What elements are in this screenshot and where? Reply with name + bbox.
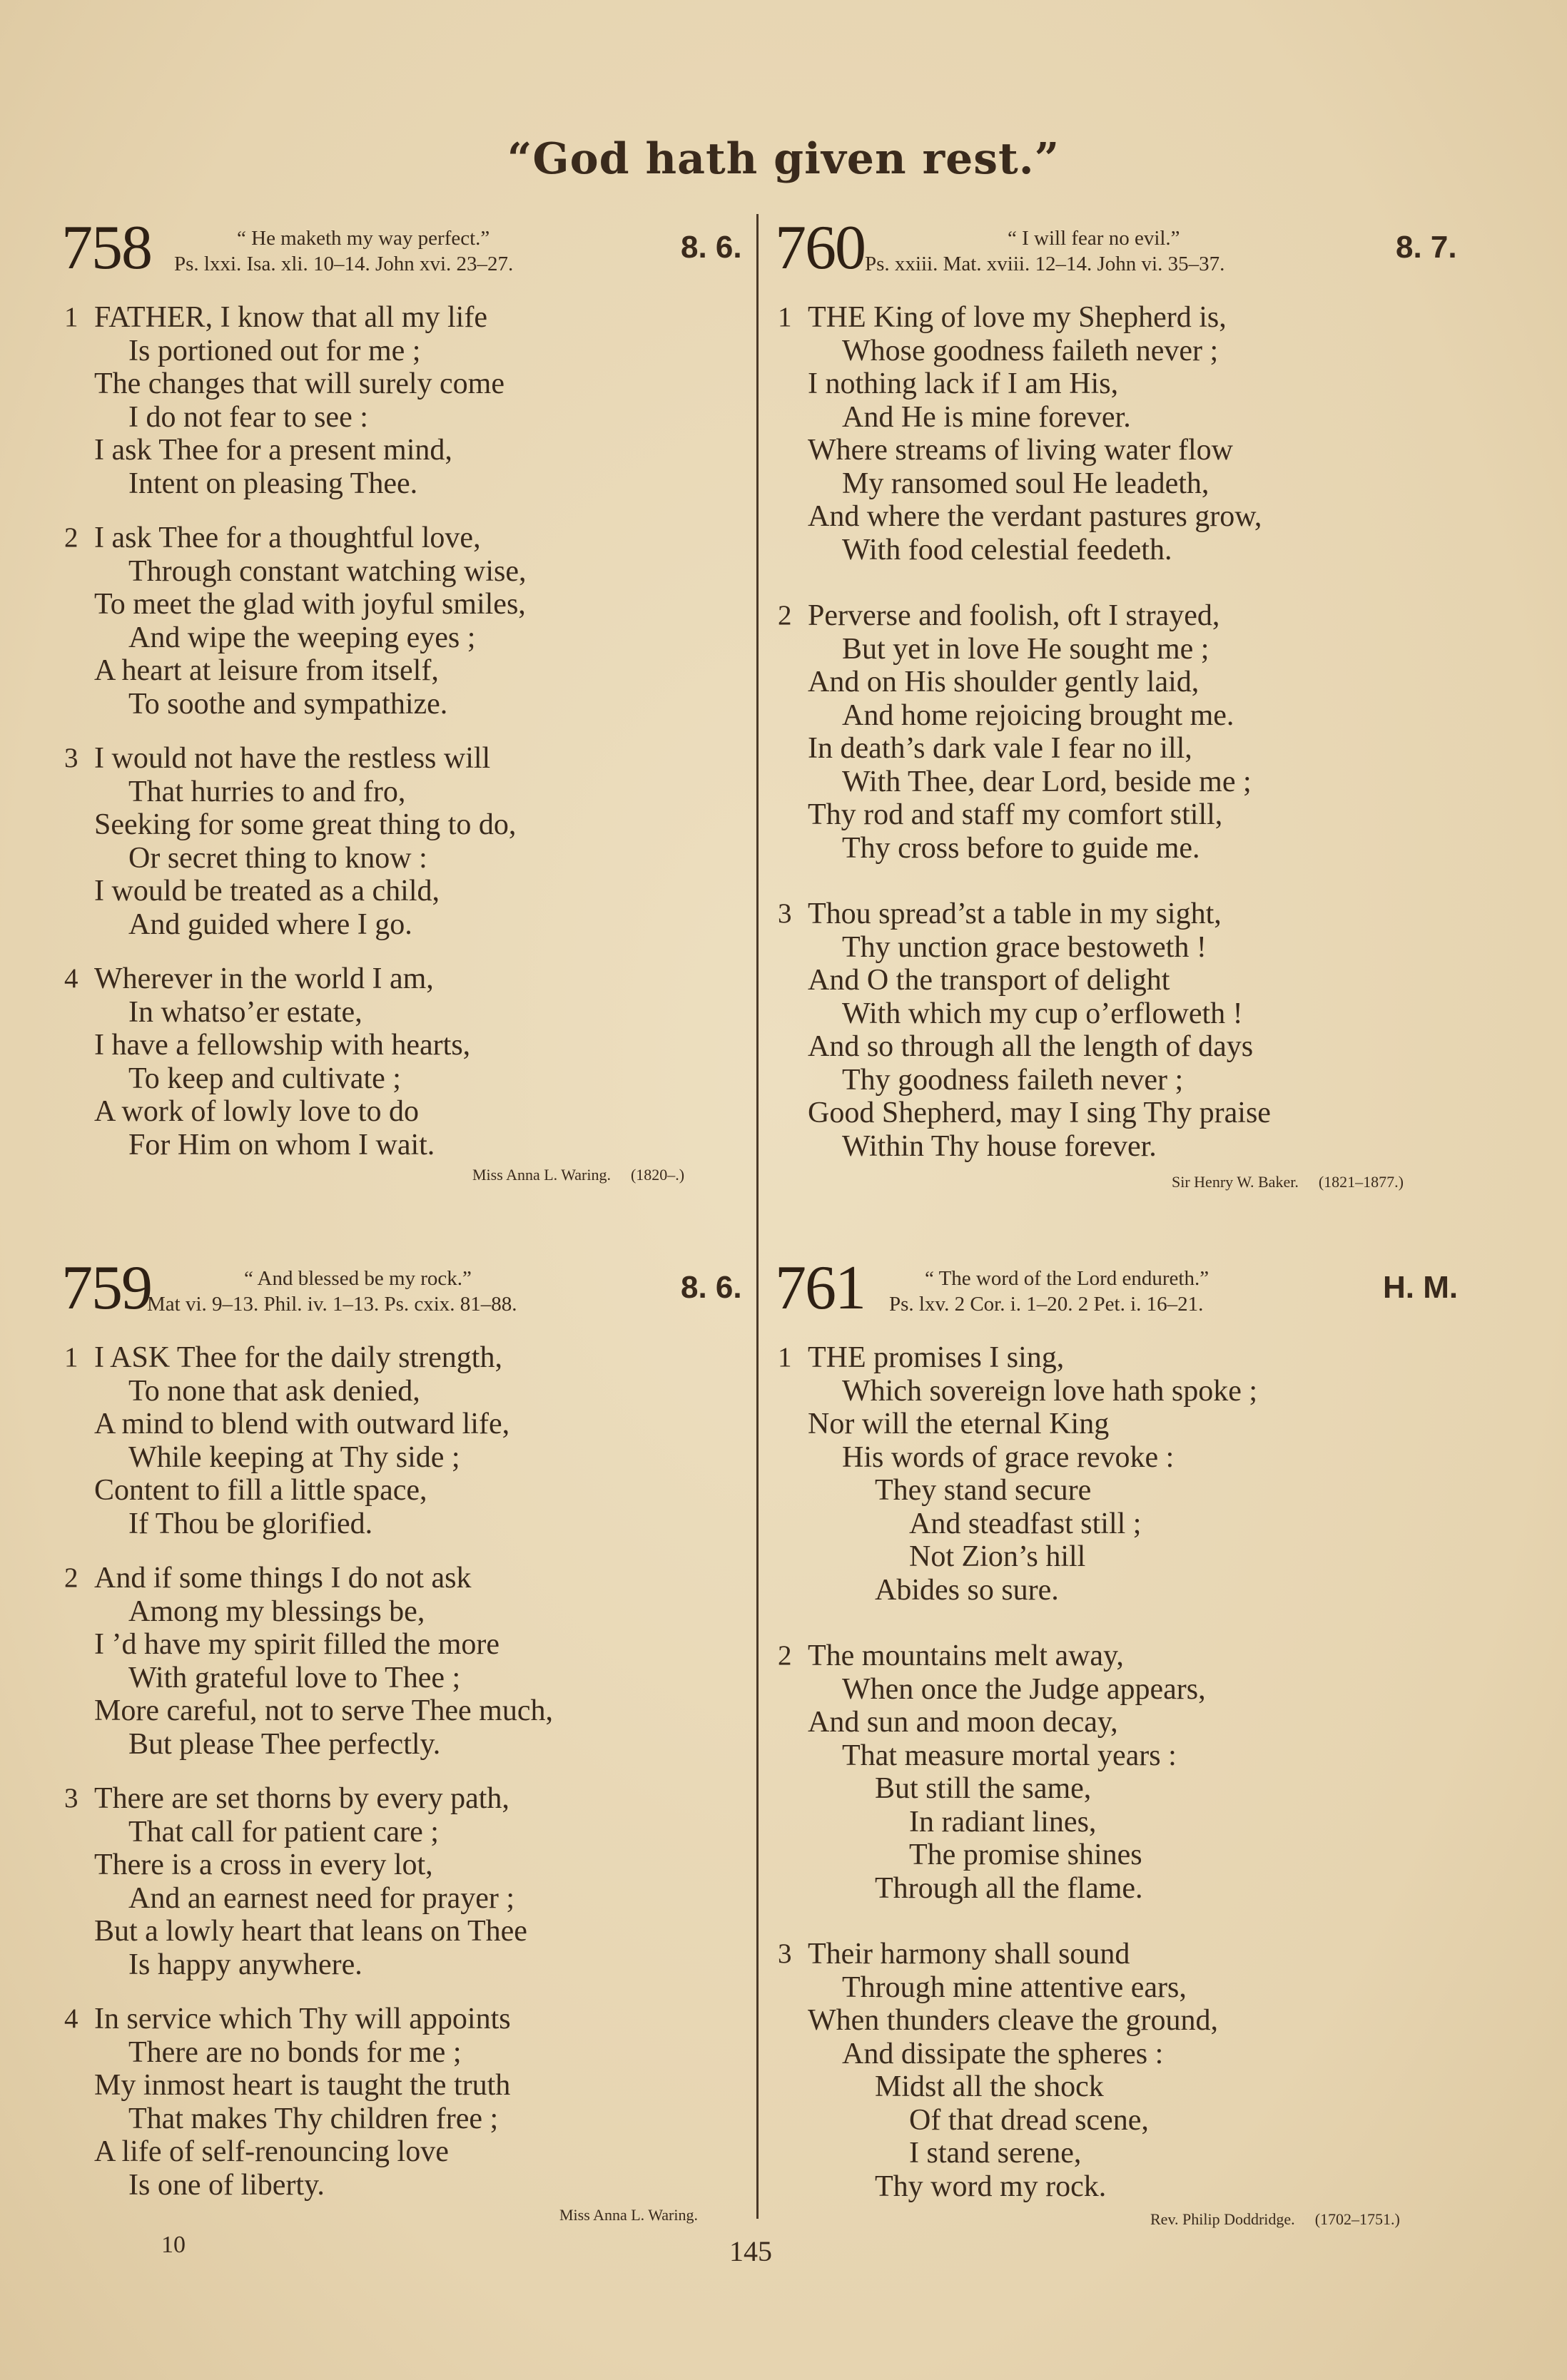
verse-line: Of that dread scene, bbox=[909, 2103, 1149, 2137]
verse-line: Through all the flame. bbox=[875, 1871, 1143, 1905]
verse-line: Thy goodness faileth never ; bbox=[842, 1063, 1184, 1097]
signature-mark: 10 bbox=[161, 2232, 186, 2258]
hymn-author bbox=[1172, 1173, 1404, 1191]
verse-line: I have a fellowship with hearts, bbox=[94, 1029, 471, 1062]
verse-line: I ’d have my spirit filled the more bbox=[94, 1628, 500, 1661]
verse-line: That call for patient care ; bbox=[128, 1815, 439, 1848]
column-divider bbox=[756, 214, 759, 2219]
verse-line: And dissipate the spheres : bbox=[842, 2037, 1164, 2070]
verse-line: To keep and cultivate ; bbox=[128, 1062, 401, 1095]
verse-number: 2 bbox=[64, 1562, 78, 1593]
verse-3 bbox=[778, 897, 1496, 1163]
verse-line: But still the same, bbox=[875, 1772, 1092, 1805]
author-name: Rev. Philip Doddridge. bbox=[1150, 2210, 1295, 2228]
verse-line: And guided where I go. bbox=[128, 907, 412, 941]
hymn-author bbox=[472, 1166, 684, 1184]
hymn-meter: 8. 6. bbox=[681, 1270, 742, 1305]
verse-line: With which my cup o’erfloweth ! bbox=[842, 997, 1243, 1030]
page-number: 145 bbox=[729, 2235, 772, 2267]
verse-line: Content to fill a little space, bbox=[94, 1474, 427, 1507]
verse-line: Through mine attentive ears, bbox=[842, 1970, 1187, 2004]
verse-3 bbox=[64, 742, 746, 941]
verse-line: Thy unction grace bestoweth ! bbox=[842, 930, 1207, 964]
verse-line: When thunders cleave the ground, bbox=[808, 2004, 1218, 2037]
author-dates: (1702–1751.) bbox=[1314, 2210, 1400, 2228]
verse-line: Good Shepherd, may I sing Thy praise bbox=[808, 1097, 1271, 1129]
verse-line: Which sovereign love hath spoke ; bbox=[842, 1374, 1258, 1408]
verse-number: 3 bbox=[64, 1783, 78, 1814]
author-name: Miss Anna L. Waring. bbox=[472, 1166, 611, 1184]
verse-4 bbox=[64, 962, 746, 1161]
verse-line: To none that ask denied, bbox=[128, 1374, 420, 1408]
verse-3 bbox=[778, 1938, 1496, 2203]
hymn-759 bbox=[61, 1253, 746, 2223]
verse-4 bbox=[64, 2003, 746, 2202]
verse-line: Among my blessings be, bbox=[128, 1595, 425, 1628]
verse-line: In whatso’er estate, bbox=[128, 995, 362, 1029]
verse-line: Thy rod and staff my comfort still, bbox=[808, 798, 1223, 831]
verse-line: There is a cross in every lot, bbox=[94, 1848, 433, 1881]
verse-line: Midst all the shock bbox=[875, 2070, 1104, 2103]
verse-line: And an earnest need for prayer ; bbox=[128, 1881, 515, 1915]
hymn-meter: 8. 7. bbox=[1396, 230, 1457, 265]
verse-line: My ransomed soul He leadeth, bbox=[842, 467, 1210, 500]
verse-line: His words of grace revoke : bbox=[842, 1440, 1175, 1474]
hymn-header bbox=[61, 1253, 746, 1323]
verse-2 bbox=[64, 522, 746, 721]
verse-line: Not Zion’s hill bbox=[909, 1540, 1086, 1573]
verse-1 bbox=[64, 1341, 746, 1540]
hymn-scripture-quote: “ The word of the Lord endureth.” bbox=[925, 1267, 1210, 1290]
page-title: “God hath given rest.” bbox=[507, 134, 1060, 184]
hymn-number: 758 bbox=[61, 213, 151, 283]
verse-1 bbox=[64, 301, 746, 500]
verse-line: And sun and moon decay, bbox=[808, 1706, 1118, 1739]
author-name: Sir Henry W. Baker. bbox=[1172, 1173, 1299, 1191]
verse-2 bbox=[778, 1639, 1496, 1905]
verse-line: In service which Thy will appoints bbox=[94, 2003, 511, 2035]
hymn-761 bbox=[775, 1253, 1496, 2224]
verse-line: There are no bonds for me ; bbox=[128, 2035, 462, 2069]
verse-line: The changes that will surely come bbox=[94, 367, 504, 400]
hymn-header bbox=[61, 213, 746, 283]
verse-line: More careful, not to serve Thee much, bbox=[94, 1694, 553, 1727]
hymn-scripture-refs: Ps. lxv. 2 Cor. i. 1–20. 2 Pet. i. 16–21. bbox=[889, 1293, 1204, 1316]
hymn-meter: 8. 6. bbox=[681, 230, 742, 265]
verse-line: In radiant lines, bbox=[909, 1805, 1097, 1839]
verse-line: THE promises I sing, bbox=[808, 1341, 1065, 1374]
verse-line: To meet the glad with joyful smiles, bbox=[94, 588, 526, 621]
verse-number: 1 bbox=[64, 1342, 78, 1373]
verse-number: 2 bbox=[778, 1640, 792, 1671]
verse-line: I ask Thee for a present mind, bbox=[94, 434, 452, 467]
verse-line: Seeking for some great thing to do, bbox=[94, 808, 517, 841]
verse-line: And He is mine forever. bbox=[842, 400, 1131, 434]
hymn-header bbox=[775, 213, 1496, 283]
verse-number: 3 bbox=[778, 898, 792, 929]
verse-line: Wherever in the world I am, bbox=[94, 962, 434, 995]
verse-line: A mind to blend with outward life, bbox=[94, 1408, 510, 1440]
verse-line: And wipe the weeping eyes ; bbox=[128, 621, 476, 654]
verse-line: And home rejoicing brought me. bbox=[842, 698, 1234, 732]
verse-line: But yet in love He sought me ; bbox=[842, 632, 1210, 666]
verse-number: 2 bbox=[778, 600, 792, 631]
author-name: Miss Anna L. Waring. bbox=[559, 2206, 698, 2224]
verse-line: And so through all the length of days bbox=[808, 1030, 1254, 1063]
verse-line: Abides so sure. bbox=[875, 1573, 1059, 1607]
verse-line: FATHER, I know that all my life bbox=[94, 301, 487, 334]
verse-line: The mountains melt away, bbox=[808, 1639, 1124, 1672]
verse-line: If Thou be glorified. bbox=[128, 1507, 373, 1540]
verse-3 bbox=[64, 1782, 746, 1981]
hymn-scripture-refs: Ps. lxxi. Isa. xli. 10–14. John xvi. 23–27. bbox=[174, 253, 514, 275]
verse-line: And steadfast still ; bbox=[909, 1507, 1142, 1540]
verse-line: The promise shines bbox=[909, 1839, 1142, 1871]
verse-number: 1 bbox=[778, 1342, 792, 1373]
verse-2 bbox=[64, 1562, 746, 1761]
verse-line: Nor will the eternal King bbox=[808, 1408, 1110, 1440]
verse-line: In death’s dark vale I fear no ill, bbox=[808, 732, 1192, 765]
verse-line: That makes Thy children free ; bbox=[128, 2102, 499, 2135]
verse-line: Or secret thing to know : bbox=[128, 841, 427, 875]
verse-number: 3 bbox=[778, 1938, 792, 1969]
hymn-number: 761 bbox=[775, 1253, 865, 1323]
verse-number: 4 bbox=[64, 2003, 78, 2034]
verse-line: That hurries to and fro, bbox=[128, 775, 406, 808]
verse-1 bbox=[778, 301, 1496, 566]
verse-line: I nothing lack if I am His, bbox=[808, 367, 1119, 400]
verse-line: Within Thy house forever. bbox=[842, 1129, 1157, 1163]
verse-line: Intent on pleasing Thee. bbox=[128, 467, 418, 500]
verse-line: Thy cross before to guide me. bbox=[842, 831, 1200, 865]
hymn-scripture-refs: Mat vi. 9–13. Phil. iv. 1–13. Ps. cxix. 81–88. bbox=[147, 1293, 517, 1316]
hymn-verses bbox=[61, 1341, 746, 2202]
verse-number: 1 bbox=[64, 302, 78, 332]
author-dates: (1820–.) bbox=[630, 1166, 685, 1184]
verse-line: With grateful love to Thee ; bbox=[128, 1661, 461, 1694]
hymn-number: 759 bbox=[61, 1253, 151, 1323]
verse-number: 3 bbox=[64, 743, 78, 773]
verse-line: I would be treated as a child, bbox=[94, 875, 440, 907]
verse-2 bbox=[778, 599, 1496, 865]
hymn-scripture-refs: Ps. xxiii. Mat. xviii. 12–14. John vi. 35–37. bbox=[865, 253, 1225, 275]
verse-line: With Thee, dear Lord, beside me ; bbox=[842, 765, 1252, 798]
verse-line: And O the transport of delight bbox=[808, 964, 1170, 997]
verse-line: A work of lowly love to do bbox=[94, 1095, 419, 1128]
author-dates: (1821–1877.) bbox=[1318, 1173, 1404, 1191]
verse-line: My inmost heart is taught the truth bbox=[94, 2069, 511, 2102]
hymn-scripture-quote: “ He maketh my way perfect.” bbox=[237, 227, 490, 250]
verse-line: But a lowly heart that leans on Thee bbox=[94, 1915, 527, 1948]
verse-line: I ask Thee for a thoughtful love, bbox=[94, 522, 481, 554]
verse-number: 2 bbox=[64, 522, 78, 553]
hymn-760 bbox=[775, 213, 1496, 1184]
hymn-header bbox=[775, 1253, 1496, 1323]
verse-line: THE King of love my Shepherd is, bbox=[808, 301, 1227, 334]
verse-line: Their harmony shall sound bbox=[808, 1938, 1130, 1970]
verse-line: I would not have the restless will bbox=[94, 742, 491, 775]
hymn-author bbox=[559, 2206, 698, 2224]
verse-line: A heart at leisure from itself, bbox=[94, 654, 439, 687]
verse-line: A life of self-renouncing love bbox=[94, 2135, 449, 2168]
hymn-number: 760 bbox=[775, 213, 865, 283]
verse-line: Perverse and foolish, oft I strayed, bbox=[808, 599, 1220, 632]
verse-number: 4 bbox=[64, 963, 78, 994]
verse-line: To soothe and sympathize. bbox=[128, 687, 448, 721]
verse-line: I stand serene, bbox=[909, 2137, 1082, 2170]
verse-line: Is happy anywhere. bbox=[128, 1948, 362, 1981]
verse-line: With food celestial feedeth. bbox=[842, 533, 1172, 566]
verse-line: That measure mortal years : bbox=[842, 1739, 1177, 1772]
verse-line: Whose goodness faileth never ; bbox=[842, 334, 1219, 367]
hymn-meter: H. M. bbox=[1383, 1270, 1459, 1305]
verse-line: There are set thorns by every path, bbox=[94, 1782, 509, 1815]
verse-line: And if some things I do not ask bbox=[94, 1562, 472, 1595]
verse-line: Thy word my rock. bbox=[875, 2170, 1107, 2203]
verse-1 bbox=[778, 1341, 1496, 1607]
verse-line: Through constant watching wise, bbox=[128, 554, 527, 588]
verse-line: But please Thee perfectly. bbox=[128, 1727, 441, 1761]
verse-line: Where streams of living water flow bbox=[808, 434, 1233, 467]
verse-line: I do not fear to see : bbox=[128, 400, 368, 434]
verse-line: They stand secure bbox=[875, 1474, 1092, 1507]
hymn-author bbox=[1150, 2210, 1400, 2229]
hymn-verses bbox=[61, 301, 746, 1161]
hymn-scripture-quote: “ And blessed be my rock.” bbox=[244, 1267, 472, 1290]
hymn-verses bbox=[775, 301, 1496, 1163]
verse-number: 1 bbox=[778, 302, 792, 332]
verse-line: Is one of liberty. bbox=[128, 2168, 325, 2202]
hymn-verses bbox=[775, 1341, 1496, 2203]
verse-line: For Him on whom I wait. bbox=[128, 1128, 435, 1161]
verse-line: I ASK Thee for the daily strength, bbox=[94, 1341, 502, 1374]
verse-line: Is portioned out for me ; bbox=[128, 334, 421, 367]
hymn-758 bbox=[61, 213, 746, 1183]
verse-line: When once the Judge appears, bbox=[842, 1672, 1206, 1706]
verse-line: While keeping at Thy side ; bbox=[128, 1440, 460, 1474]
verse-line: Thou spread’st a table in my sight, bbox=[808, 897, 1222, 930]
verse-line: And on His shoulder gently laid, bbox=[808, 666, 1200, 698]
hymn-scripture-quote: “ I will fear no evil.” bbox=[1008, 227, 1180, 250]
verse-line: And where the verdant pastures grow, bbox=[808, 500, 1262, 533]
